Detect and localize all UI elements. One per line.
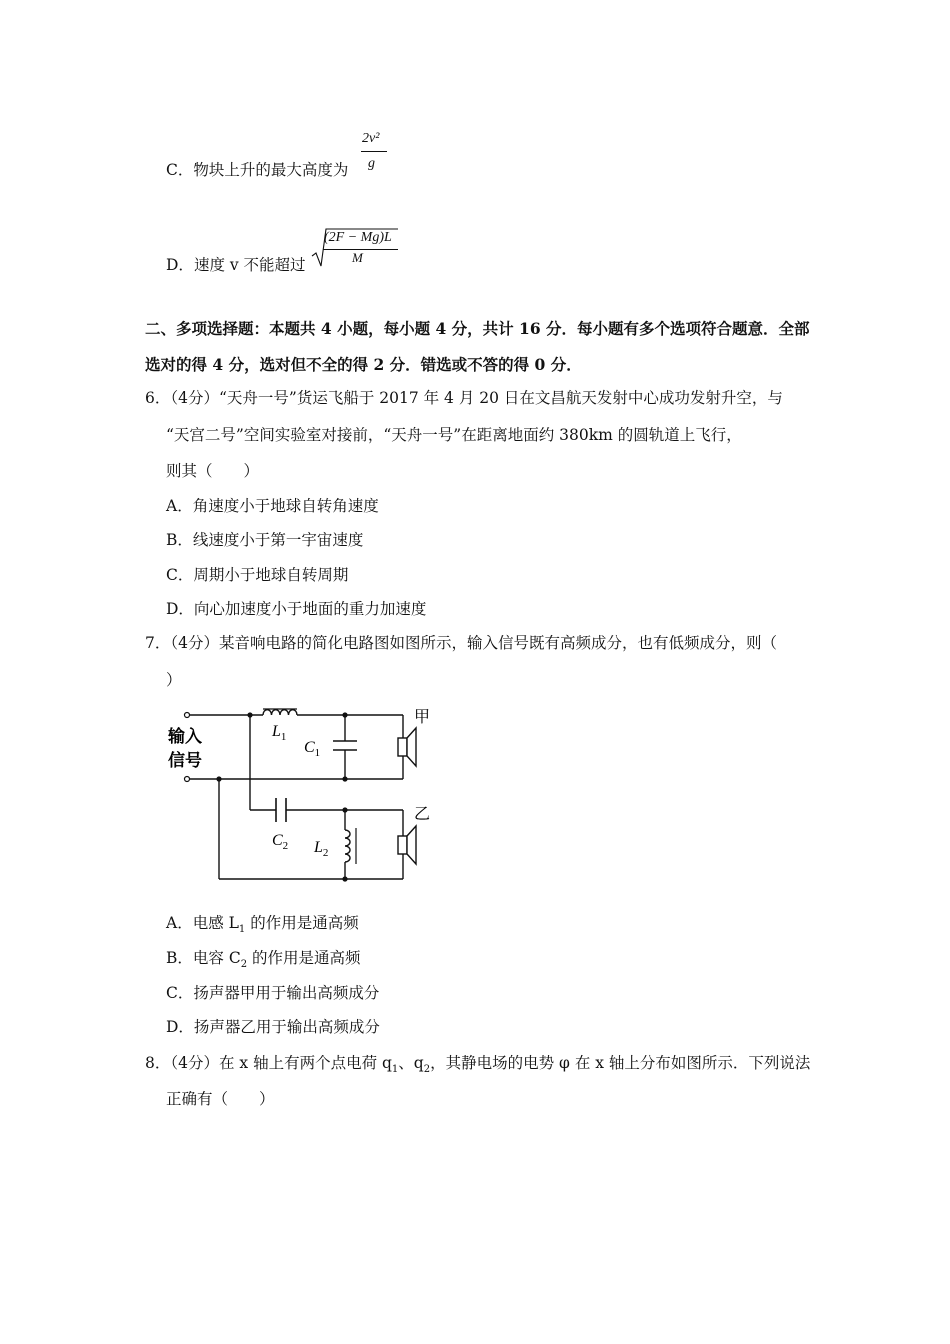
label-l1: $L_1$	[272, 723, 287, 743]
q6-option-c: C．周期小于地球自转周期	[166, 566, 349, 584]
input-label-line2: 信号	[168, 751, 202, 770]
label-l2: $L_2$	[314, 839, 329, 859]
q7-option-c: C．扬声器甲用于输出高频成分	[166, 984, 380, 1002]
q6-option-b: B．线速度小于第一宇宙速度	[166, 531, 364, 549]
q5-option-d: D．速度 v 不能超过	[166, 256, 306, 274]
inductor-l2-icon	[345, 830, 350, 862]
q5-option-c: C．物块上升的最大高度为	[166, 161, 349, 179]
q5-d-numerator: (2F − Mg)L	[324, 230, 392, 245]
input-label-line1: 输入	[168, 727, 202, 746]
inductor-l1-icon	[263, 710, 297, 715]
q6-option-d: D．向心加速度小于地面的重力加速度	[166, 600, 427, 618]
section-heading-line1: 二、多项选择题：本题共 4 小题，每小题 4 分，共计 16 分．每小题有多个选项符合题意．全部	[145, 319, 810, 338]
q5-d-denominator: M	[352, 250, 363, 265]
q8-stem-line1: 8．（4分）在 x 轴上有两个点电荷 $q_1$、$q_2$，其静电场的电势 φ 在 x 轴上分布如图所示．下列说法	[145, 1054, 811, 1076]
input-terminal-bottom	[185, 777, 190, 782]
q6-stem-line1: 6．（4分）“天舟一号”货运飞船于 2017 年 4 月 20 日在文昌航天发射中心成功发射升空，与	[145, 389, 783, 407]
speaker-top-label: 甲	[414, 709, 431, 726]
speaker-bottom-icon	[398, 826, 416, 864]
q7-stem-line2: ）	[166, 671, 182, 689]
q7-option-a: A．电感 $L_1$ 的作用是通高频	[166, 914, 359, 936]
q8-stem-line2: 正确有（ ）	[166, 1090, 275, 1108]
circuit-diagram	[160, 700, 450, 890]
q7-stem-line1: 7．（4分）某音响电路的简化电路图如图所示，输入信号既有高频成分，也有低频成分，则（	[145, 634, 777, 652]
q5-c-denominator: g	[368, 156, 375, 171]
q5-c-numerator: 2v²	[362, 131, 380, 146]
input-terminal-top	[185, 713, 190, 718]
label-c2: $C_2$	[272, 832, 289, 852]
speaker-top-icon	[398, 728, 416, 766]
q6-option-a: A．角速度小于地球自转角速度	[166, 497, 379, 515]
speaker-bottom-label: 乙	[414, 806, 431, 823]
q6-stem-line2: “天宫二号”空间实验室对接前，“天舟一号”在距离地面约 380km 的圆轨道上飞行，	[166, 426, 742, 444]
fraction-bar	[361, 151, 387, 152]
q7-option-d: D．扬声器乙用于输出高频成分	[166, 1018, 380, 1036]
section-heading-line2: 选对的得 4 分，选对但不全的得 2 分．错选或不答的得 0 分．	[145, 355, 582, 374]
q7-option-b: B．电容 $C_2$ 的作用是通高频	[166, 949, 361, 971]
q6-stem-line3: 则其（ ）	[166, 462, 260, 480]
label-c1: $C_1$	[304, 739, 321, 759]
